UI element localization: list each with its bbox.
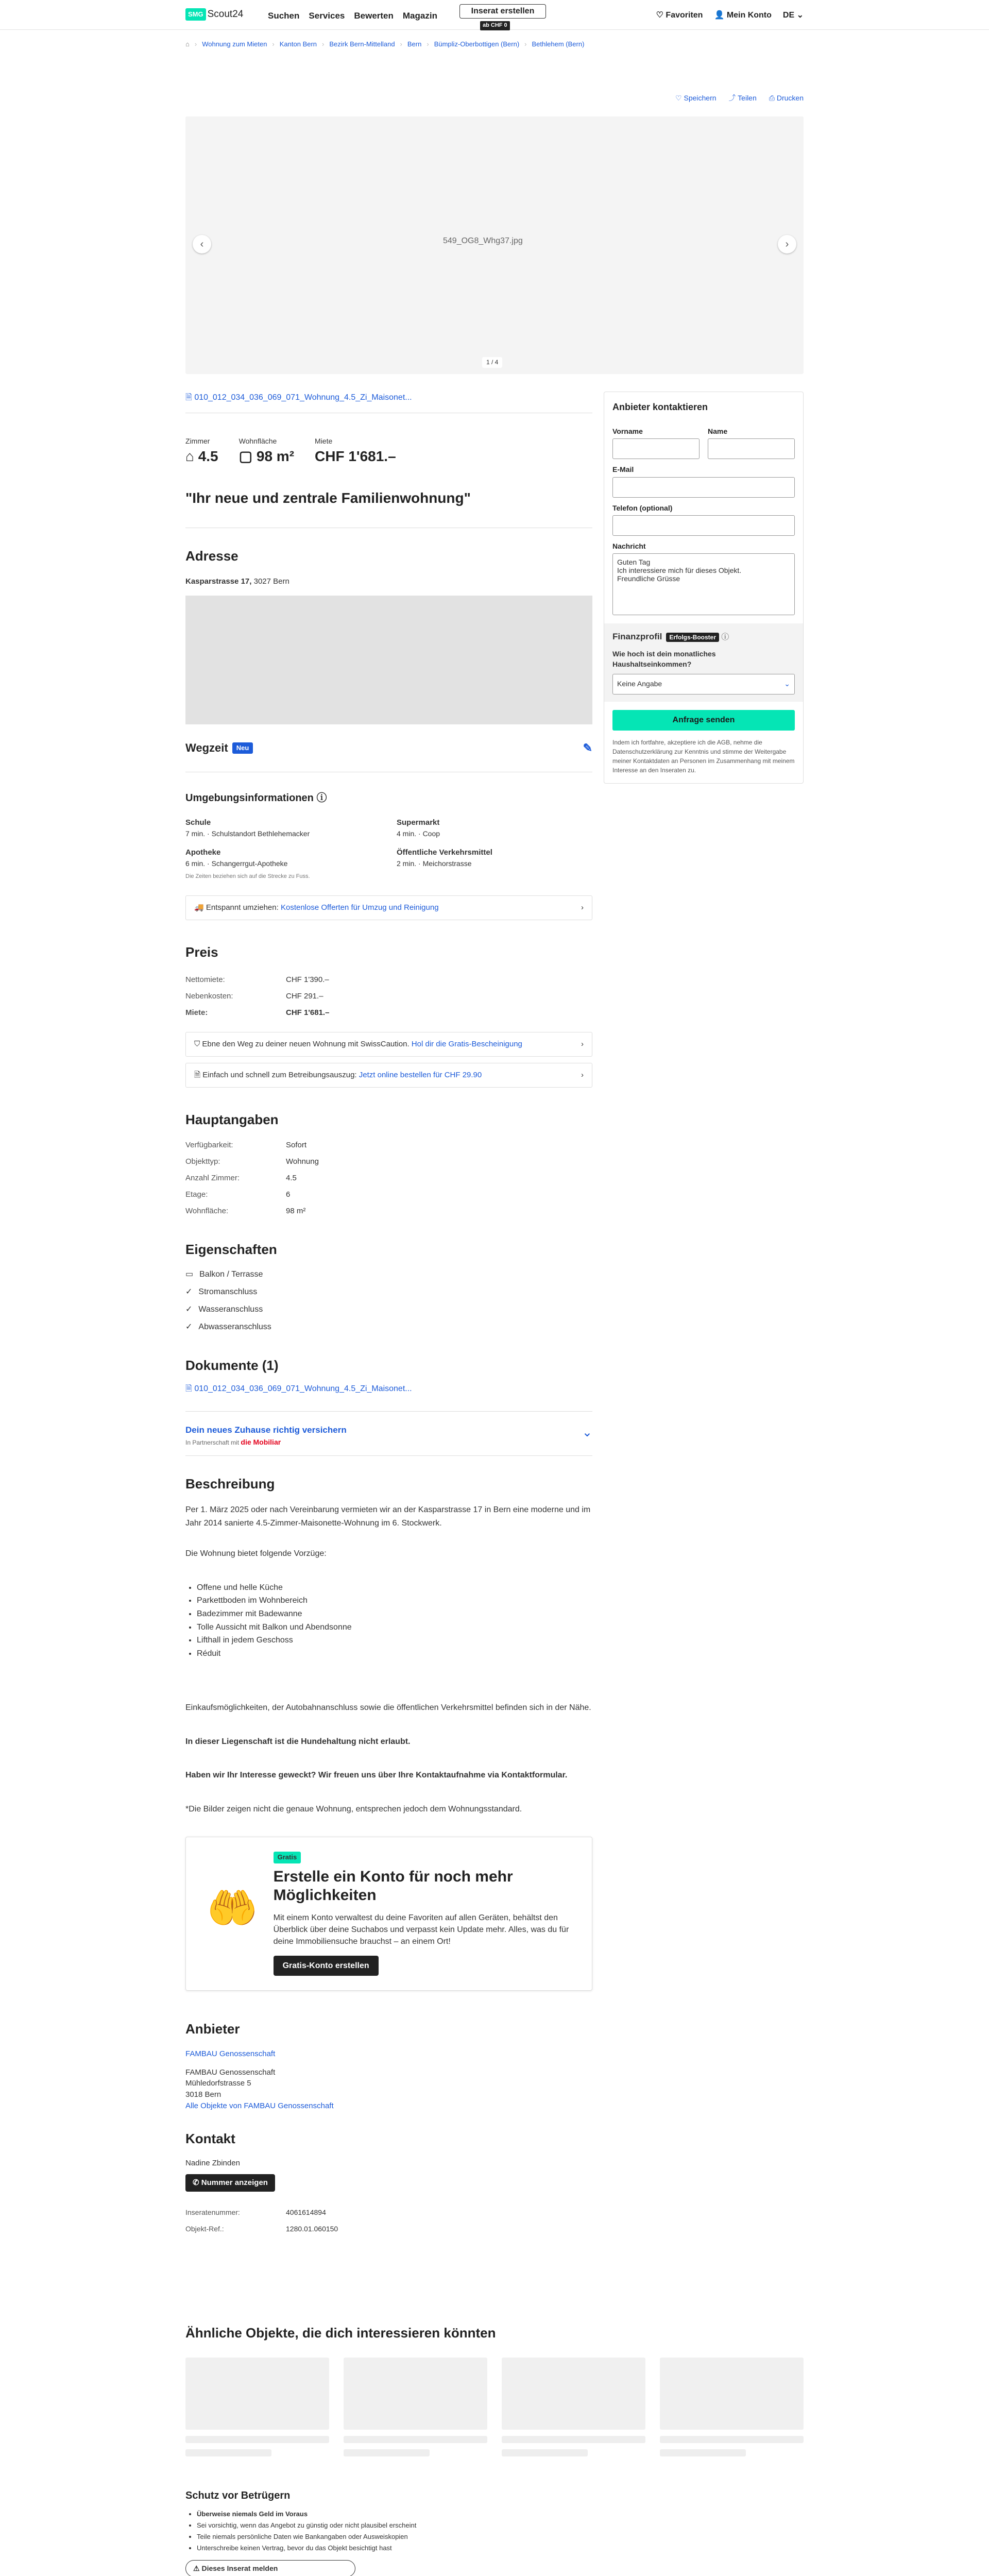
rent-label: Miete [315, 437, 333, 446]
rooms-value: 4.5 [198, 448, 218, 465]
key-facts [185, 436, 592, 467]
betreibung-link[interactable]: Jetzt online bestellen für CHF 29.90 [359, 1071, 482, 1080]
finance-profile: Finanzprofil Erfolgs-Booster ⓘ Wie hoch ist dein monatliches Haushaltseinkommen? Keine Angabe ⌄ [604, 623, 803, 701]
env-transport: Öffentliche Verkehrsmittel 2 min. · Meichorstrasse [397, 848, 492, 868]
price-table: Nettomiete: CHF 1'390.– Nebenkosten: CHF 291.– Miete: CHF 1'681.– [185, 975, 330, 1017]
nav-bewerten[interactable]: Bewerten [354, 11, 394, 21]
legal-text: Indem ich fortfahre, akzeptiere ich die AGB, nehme die Datenschutzerklärung zur Kenntnis und stimme der Weitergabe meiner Kontaktdaten an Personen im Zusammenhang mit meinem Interesse an den Inseraten zu. [612, 738, 795, 774]
report-button[interactable]: ⚠ Dieses Inserat melden [185, 2560, 355, 2576]
address-text: Kasparstrasse 17, 3027 Bern [185, 577, 289, 586]
contact-heading: Kontakt [185, 2130, 235, 2146]
edit-icon[interactable]: ✎ [583, 741, 592, 755]
message-textarea[interactable] [612, 553, 795, 615]
account-link[interactable] [714, 9, 771, 21]
similar-list [185, 2358, 804, 2476]
similar-card[interactable] [502, 2358, 645, 2476]
similar-card[interactable] [185, 2358, 329, 2476]
booster-badge: Erfolgs-Booster [666, 633, 719, 642]
swisscaution-link[interactable]: Hol dir die Gratis-Bescheinigung [411, 1040, 522, 1049]
breadcrumb-item[interactable]: Bümpliz-Oberbottigen (Bern) [434, 40, 520, 48]
info-icon[interactable]: ⓘ [721, 633, 729, 642]
chevron-right-icon: › [581, 903, 584, 912]
provider-heading: Anbieter [185, 2021, 240, 2037]
document-icon: 🗎 [194, 1071, 203, 1080]
promo-title: Erstelle ein Konto für noch mehr Möglichkeiten [273, 1868, 513, 1904]
balcony-icon: ▭ [185, 1269, 194, 1279]
documents-heading: Dokumente (1) [185, 1358, 279, 1374]
breadcrumb: ⌂ › Wohnung zum Mieten › Kanton Bern › Bezirk Bern-Mittelland › Bern › Bümpliz-Oberbottigen (Bern) › Bethlehem (Bern) [0, 30, 989, 59]
alert-icon: ⚠ [193, 2564, 202, 2573]
wegzeit-row[interactable]: Wegzeit Neu ✎ [185, 740, 592, 756]
area-value: 98 m² [256, 448, 295, 465]
area-icon: ▢ [238, 448, 257, 465]
email-input[interactable] [612, 477, 795, 498]
fraud-list: • Überweise niemals Geld im Voraus • Sei vorsichtig, wenn das Angebot zu günstig oder nicht plausibel erscheint • Teile niemals persönliche Daten wie Bankangaben oder Ausweiskopien • Unterschreibe keinen Vertrag, bevor du das Objekt besichtigt hast [185, 2509, 804, 2554]
shield-icon: ⛉ [194, 1040, 202, 1049]
environment-grid [185, 817, 592, 869]
image-gallery[interactable] [185, 116, 804, 374]
nav-magazin[interactable]: Magazin [402, 11, 437, 21]
contact-form: Anbieter kontaktieren Vorname Name E-Mail Telefon (optional) Nachricht Guten Tag Ich interessiere mich für dieses Objekt. Freundliche Grüsse Finanzprofil Erfolgs-Booster ⓘ Wie hoch ist dein monatliches Haushaltseinkommen? Keine Angabe ⌄ Anfrage senden Indem ich fortfahre, akzeptiere ich die AGB, nehme die Datenschutzerklärung zur Kenntnis und stimme der Weitergabe meiner Kontaktdaten an Personen im Zusammenhang mit meinem Interesse an den Inseraten zu. [604, 392, 804, 784]
env-school: Schule 7 min. · Schulstandort Bethlehemacker [185, 818, 310, 838]
environment-heading: Umgebungsinformationen ⓘ [185, 792, 327, 804]
similar-heading: Ähnliche Objekte, die dich interessieren könnten [185, 2325, 496, 2341]
logo[interactable] [185, 8, 243, 21]
fraud-section [185, 2488, 804, 2576]
similar-card[interactable] [344, 2358, 487, 2476]
listing-actions [675, 93, 804, 103]
nav-services[interactable]: Services [309, 11, 345, 21]
insurance-title: Dein neues Zuhause richtig versichern [185, 1425, 347, 1435]
rooms-icon: ⌂ [185, 448, 198, 465]
properties-list: ▭ Balkon / Terrasse ✓ Stromanschluss ✓ Wasseranschluss ✓ Abwasseranschluss [185, 1265, 592, 1335]
first-name-input[interactable] [612, 438, 700, 459]
main-column [185, 392, 592, 2237]
contact-table: Inseratenummer: 4061614894 Objekt-Ref.: 1280.01.060150 [185, 2208, 338, 2233]
logo-text: Scout24 [207, 9, 244, 20]
income-select[interactable]: Keine Angabe ⌄ [612, 674, 795, 694]
area-label: Wohnfläche [238, 437, 277, 446]
chevron-right-icon[interactable]: › [778, 235, 796, 253]
provider-logo[interactable]: FAMBAU Genossenschaft [185, 2049, 276, 2058]
user-icon: 👤 [714, 11, 727, 20]
breadcrumb-item[interactable]: Bezirk Bern-Mittelland [329, 40, 395, 48]
contact-form-heading: Anbieter kontaktieren [612, 402, 708, 412]
provider-info: FAMBAU Genossenschaft FAMBAU Genossenschaft Mühledorfstrasse 5 3018 Bern Alle Objekte von FAMBAU Genossenschaft [185, 2048, 592, 2112]
chevron-left-icon[interactable]: ‹ [193, 235, 211, 253]
insert-badge: ab CHF 0 [480, 21, 510, 30]
phone-icon: ✆ [193, 2178, 201, 2188]
breadcrumb-item[interactable]: Bern [407, 40, 422, 48]
nav-suchen[interactable]: Suchen [268, 11, 300, 21]
logo-box: SMG [185, 8, 206, 21]
promo-text: Mit einem Konto verwaltest du deine Favoriten auf allen Geräten, behältst den Überblick über deine Suchabos und verpasst kein Update mehr. Alles, was du für deine Immobiliensuche brauchst – an einem Ort! [273, 1913, 569, 1946]
chevron-down-icon: ⌄ [784, 679, 790, 688]
language-label: DE [782, 11, 795, 20]
main-info-heading: Hauptangaben [185, 1111, 279, 1127]
gallery-image-alt: 549_OG8_Whg37.jpg [443, 236, 523, 245]
hands-heart-icon: 🤲 [207, 1885, 258, 1931]
truck-icon: 🚚 [194, 903, 206, 912]
rooms-label: Zimmer [185, 437, 210, 446]
language-select[interactable] [783, 9, 804, 21]
env-note: Die Zeiten beziehen sich auf die Strecke zu Fuss. [185, 873, 310, 880]
header [0, 0, 989, 30]
heart-icon: ♡ [656, 11, 666, 20]
provider-objects-link[interactable]: Alle Objekte von FAMBAU Genossenschaft [185, 2101, 334, 2110]
document-link[interactable]: 🗎 010_012_034_036_069_071_Wohnung_4.5_Zi_Maisonet... [185, 1384, 412, 1394]
last-name-input[interactable] [708, 438, 795, 459]
document-link[interactable]: 🗎 010_012_034_036_069_071_Wohnung_4.5_Zi_Maisonet... [185, 393, 412, 402]
main-info-table: Verfügbarkeit: Sofort Objekttyp: Wohnung Anzahl Zimmer: 4.5 Etage: 6 Wohnfläche: 98 m² [185, 1140, 319, 1215]
swisscaution-banner[interactable]: ⛉ Ebne den Weg zu deiner neuen Wohnung mit SwissCaution. Hol dir die Gratis-Bescheinigung › [185, 1032, 592, 1057]
save-button[interactable]: ♡ Speichern [675, 94, 717, 102]
move-link[interactable]: Kostenlose Offerten für Umzug und Reinigung [280, 903, 439, 912]
favorites-label: Favoriten [666, 11, 703, 20]
env-pharmacy: Apotheke 6 min. · Schangerrgut-Apotheke [185, 848, 288, 868]
send-request-button[interactable]: Anfrage senden [612, 710, 795, 731]
rent-value: CHF 1'681.– [315, 448, 396, 465]
home-icon[interactable]: ⌂ [185, 40, 190, 48]
move-banner[interactable]: 🚚 Entspannt umziehen: Kostenlose Offerten für Umzug und Reinigung › [185, 895, 592, 920]
fraud-heading: Schutz vor Betrügern [185, 2490, 291, 2501]
similar-section [185, 2324, 804, 2476]
listing-title: "Ihr neue und zentrale Familienwohnung" [185, 490, 471, 506]
print-button[interactable]: ⎙ Drucken [769, 94, 804, 102]
insurance-banner[interactable]: Dein neues Zuhause richtig versichern In Partnerschaft mit die Mobiliar ⌄ [185, 1424, 592, 1447]
insert-button[interactable]: Inserat erstellen [459, 4, 546, 19]
gallery-counter: 1 / 4 [482, 357, 502, 368]
create-account-button[interactable]: Gratis-Konto erstellen [274, 1956, 379, 1976]
mobiliar-logo: die Mobiliar [241, 1437, 281, 1446]
show-number-button[interactable]: ✆ Nummer anzeigen [185, 2174, 275, 2192]
betreibung-banner[interactable]: 🗎 Einfach und schnell zum Betreibungsauszug: Jetzt online bestellen für CHF 29.90 › [185, 1063, 592, 1088]
chevron-down-icon: ⌄ [796, 11, 804, 20]
contact-name: Nadine Zbinden [185, 2159, 240, 2168]
account-promo [185, 1837, 592, 1991]
description-body: Per 1. März 2025 oder nach Vereinbarung vermieten wir an der Kasparstrasse 17 in Bern eine moderne und im Jahr 2014 sanierte 4.5-Zimmer-Maisonette-Wohnung im 6. Stockwerk. Die Wohnung bietet folgende Vorzüge: • Offene und helle Küche • Parkettboden im Wohnbereich • Badezimmer mit Badewanne • Tolle Aussicht mit Balkon und Abendsonne • Lifthall in jedem Geschoss • Réduit Einkaufsmöglichkeiten, der Autobahnanschluss sowie die öffentlichen Verkehrsmittel befinden sich in der Nähe. In dieser Liegenschaft ist die Hundehaltung nicht erlaubt. Haben wir Ihr Interesse geweckt? Wir freuen uns über Ihre Kontaktaufnahme via Kontaktformular. *Die Bilder zeigen nicht die genaue Wohnung, entsprechen jedoch dem Wohnungsstandard. [185, 1503, 592, 1816]
new-badge: Neu [232, 742, 253, 754]
breadcrumb-item[interactable]: Bethlehem (Bern) [532, 40, 585, 48]
account-label: Mein Konto [726, 11, 772, 20]
check-icon: ✓ [185, 1322, 193, 1331]
share-button[interactable]: ⤴ Teilen [728, 94, 757, 102]
properties-heading: Eigenschaften [185, 1241, 277, 1257]
breadcrumb-item[interactable]: Wohnung zum Mieten [202, 40, 267, 48]
info-icon[interactable]: ⓘ [316, 792, 327, 804]
header-right [656, 9, 804, 21]
main-nav [268, 10, 437, 23]
similar-card[interactable] [660, 2358, 804, 2476]
address-heading: Adresse [185, 548, 238, 564]
description-heading: Beschreibung [185, 1476, 275, 1492]
check-icon: ✓ [185, 1287, 193, 1296]
gratis-badge: Gratis [274, 1852, 301, 1863]
phone-input[interactable] [612, 515, 795, 536]
map[interactable] [185, 596, 592, 724]
breadcrumb-item[interactable]: Kanton Bern [279, 40, 317, 48]
env-supermarket: Supermarkt 4 min. · Coop [397, 818, 440, 838]
favorites-link[interactable] [656, 9, 703, 21]
price-heading: Preis [185, 944, 218, 960]
chevron-down-icon[interactable]: ⌄ [582, 1426, 592, 1440]
check-icon: ✓ [185, 1304, 193, 1314]
